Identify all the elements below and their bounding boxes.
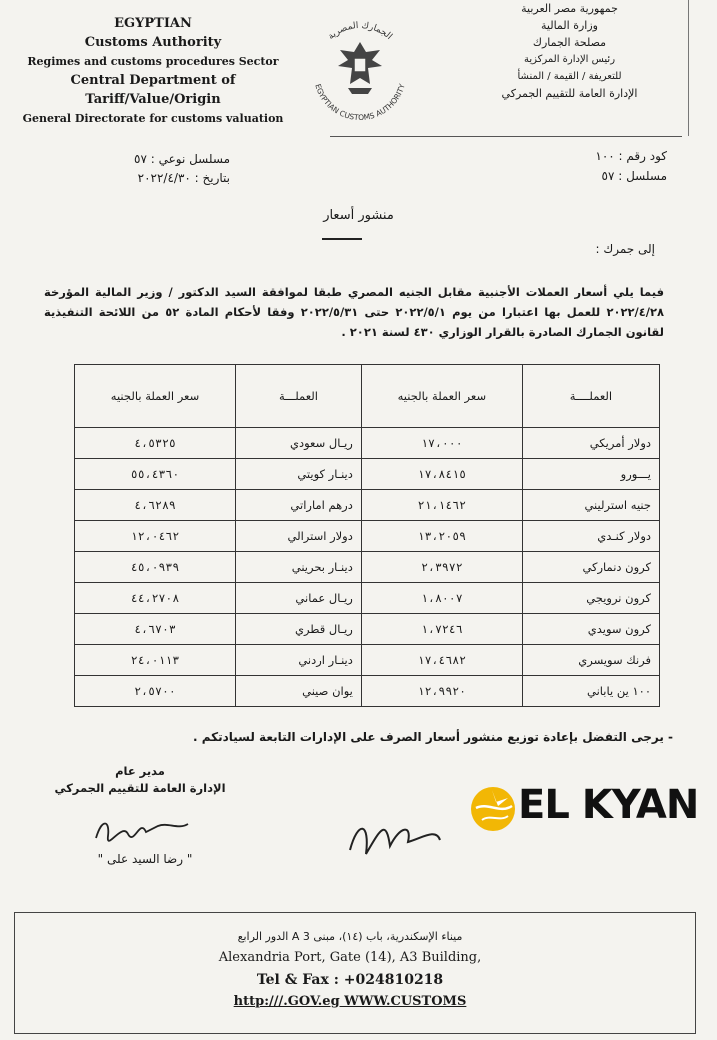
col-header-rate: سعر العملة بالجنيه (361, 365, 522, 428)
rate-cell: ١٢،٩٩٢٠ (361, 676, 522, 707)
code-number: كود رقم : ١٠٠ (595, 149, 667, 163)
table-row (75, 459, 660, 490)
currency-name-cell: دولار كنـدي (522, 521, 659, 552)
intro-paragraph: فيما يلي أسعار العملات الأجنبية مقابل الجنيه المصري طبقا لموافقة السيد الدكتور / وزير المالية المؤرخة ٢٠٢٢/٤/٢٨ للعمل بها اعتبارا من يوم ٢٠٢٢/٥/١ حتى ٢٠٢٢/٥/٣١ وفقا لأحكام المادة ٥٢ من اللائحة التنفيذية لقانون الجمارك الصادرة بالقرار الوزاري ٤٣٠ لسنة ٢٠٢١ . (44, 285, 664, 339)
rate-cell: ١٧،٤٦٨٢ (361, 645, 522, 676)
to-line: إلى جمرك : (595, 242, 655, 256)
logo-text-ar: الجمارك المصرية (326, 20, 394, 42)
currency-name-cell: ١٠٠ ين ياباني (522, 676, 659, 707)
rate-cell: ١،٧٢٤٦ (361, 614, 522, 645)
rate-cell: ٤،٦٢٨٩ (75, 490, 236, 521)
header-en-line: Central Department of (70, 73, 236, 88)
currency-name-cell: كرون سويدي (522, 614, 659, 645)
currency-name-cell: ريـال قطري (236, 614, 362, 645)
table-row (75, 614, 660, 645)
circular-title: منشور أسعار (323, 208, 394, 223)
serial-number: مسلسل : ٥٧ (601, 169, 667, 183)
footer-address-en: Alexandria Port, Gate (14), A3 Building, (218, 950, 482, 965)
signatory-name: " رضا السيد على " (97, 852, 193, 866)
table-row (75, 521, 660, 552)
header-ar-line: مصلحة الجمارك (532, 36, 607, 49)
currency-name-cell: دولار استرالي (236, 521, 362, 552)
currency-name-cell: دينـار بحريني (236, 552, 362, 583)
rate-cell: ١٧،٠٠٠ (361, 428, 522, 459)
header-en-line: Tariff/Value/Origin (85, 92, 221, 107)
rate-cell: ٢١،١٤٦٢ (361, 490, 522, 521)
customs-eagle-logo (300, 8, 420, 128)
table-body (75, 428, 660, 707)
header-ar (462, 0, 677, 102)
svg-text:الجمارك المصرية (326, 21, 394, 42)
rate-cell: ٢٤،٠١١٣ (75, 645, 236, 676)
title-underline (322, 238, 362, 240)
currency-name-cell: ريـال عماني (236, 583, 362, 614)
table-row (75, 583, 660, 614)
logo-text-en: EGYPTIAN CUSTOMS AUTHORITY (313, 82, 407, 123)
currency-name-cell: دينـار اردني (236, 645, 362, 676)
header-vertical-divider (688, 0, 689, 136)
issue-date: بتاريخ : ٢٠٢٢/٤/٣٠ (137, 171, 230, 185)
currency-name-cell: درهم اماراتي (236, 490, 362, 521)
header-en-line: EGYPTIAN (114, 16, 192, 31)
table-row (75, 490, 660, 521)
header-ar-line: جمهورية مصر العربية (521, 2, 618, 15)
currency-name-cell: يـــورو (522, 459, 659, 490)
rate-cell: ٤٥،٠٩٣٩ (75, 552, 236, 583)
signatory-department: الإدارة العامة للتقييم الجمركي (54, 781, 226, 795)
table-row (75, 428, 660, 459)
rate-cell: ٢،٣٩٧٢ (361, 552, 522, 583)
header-en-line: General Directorate for customs valuation (22, 112, 284, 125)
rate-cell: ١٢،٠٤٦٢ (75, 521, 236, 552)
header-en (18, 14, 288, 128)
serial-date-block (70, 150, 230, 188)
signatory-title: مدير عام (115, 764, 165, 778)
header-ar-line: رئيس الإدارة المركزية (523, 54, 616, 65)
brand-logo-text: EL KYAN (518, 782, 699, 828)
currency-name-cell: جنيه استرليني (522, 490, 659, 521)
rate-cell: ٥٥،٤٣٦٠ (75, 459, 236, 490)
header-ar-line: للتعريفة / القيمة / المنشأ (517, 71, 622, 82)
second-signature (340, 810, 450, 870)
signature-block (40, 763, 240, 797)
header-divider (330, 136, 682, 137)
exchange-rates-table (74, 364, 660, 707)
table-row (75, 552, 660, 583)
handwritten-signature (88, 808, 198, 850)
distribution-note: - يرجى التفضل بإعادة توزيع منشور أسعار الصرف على الإدارات التابعة لسيادتكم . (192, 730, 673, 744)
currency-name-cell: دولار أمريكي (522, 428, 659, 459)
footer-phone: Tel & Fax : +024810218 (256, 972, 444, 988)
serial-type: مسلسل نوعي : ٥٧ (134, 152, 230, 166)
currency-name-cell: يوان صيني (236, 676, 362, 707)
col-header-currency: العملـــة (236, 365, 362, 428)
currency-name-cell: دينـار كويتي (236, 459, 362, 490)
header-ar-line: وزارة المالية (541, 19, 598, 32)
brand-globe-icon (468, 784, 518, 834)
footer-website: http:///.GOV.eg WWW.CUSTOMS (233, 994, 467, 1009)
header-ar-line: الإدارة العامة للتقييم الجمركي (501, 87, 638, 100)
rate-cell: ٤٤،٢٧٠٨ (75, 583, 236, 614)
header-en-line: Regimes and customs procedures Sector (27, 55, 279, 68)
code-block (527, 146, 667, 186)
table-row (75, 645, 660, 676)
rate-cell: ٤،٥٣٢٥ (75, 428, 236, 459)
rate-cell: ٤،٦٧٠٣ (75, 614, 236, 645)
rate-cell: ٢،٥٧٠٠ (75, 676, 236, 707)
currency-name-cell: كرون دنماركي (522, 552, 659, 583)
currency-name-cell: كرون نرويجي (522, 583, 659, 614)
rate-cell: ١،٨٠٠٧ (361, 583, 522, 614)
currency-name-cell: فرنك سويسري (522, 645, 659, 676)
header-en-line: Customs Authority (84, 35, 222, 50)
col-header-rate: سعر العملة بالجنيه (75, 365, 236, 428)
rate-cell: ١٧،٨٤١٥ (361, 459, 522, 490)
footer-address-ar: ميناء الإسكندرية، باب (١٤)، مبنى A 3 الدور الرابع (237, 930, 463, 943)
table-row (75, 676, 660, 707)
table-header-row (75, 365, 660, 428)
col-header-currency: العملــــة (522, 365, 659, 428)
rate-cell: ١٣،٢٠٥٩ (361, 521, 522, 552)
currency-name-cell: ريـال سعودي (236, 428, 362, 459)
